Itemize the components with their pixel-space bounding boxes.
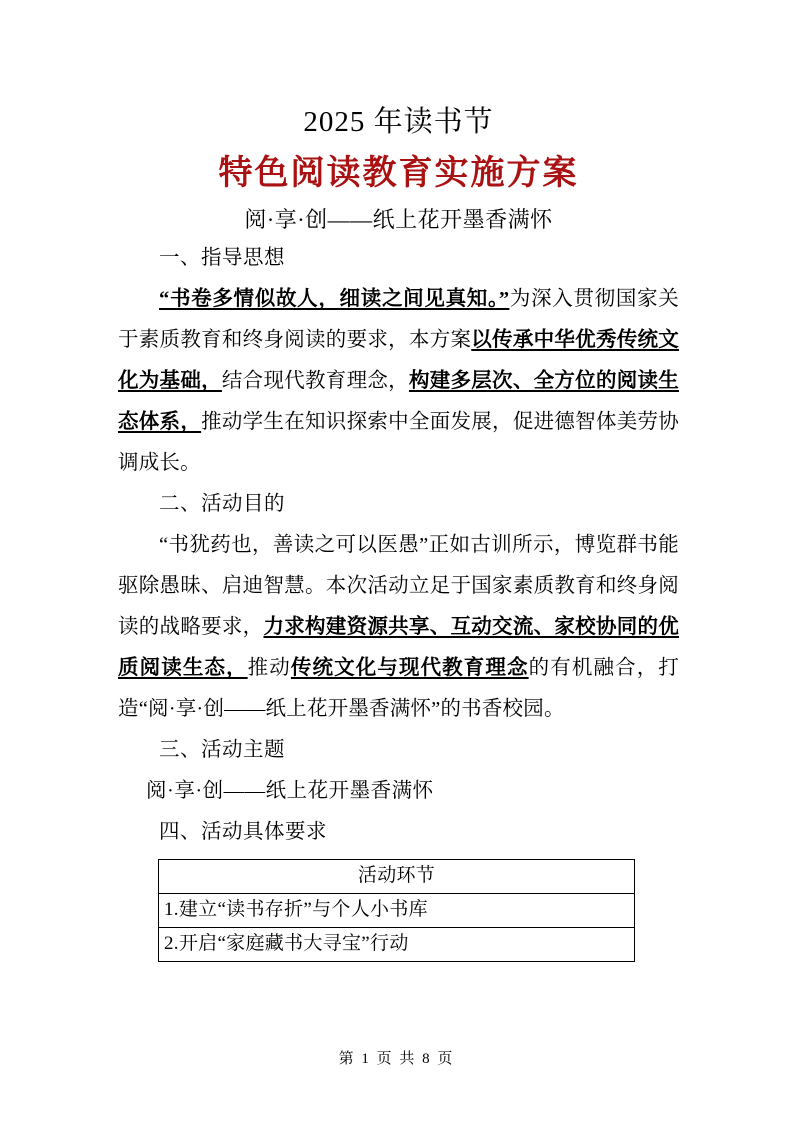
document-title-main: 特色阅读教育实施方案 [218, 155, 579, 192]
section-heading-3: 三、活动主题 [159, 739, 285, 761]
emphasis-quote-1: “书卷多情似故人，细读之间见真知。” [159, 288, 510, 310]
section-heading-1: 一、指导思想 [159, 247, 285, 269]
emphasis-1-c: 以传承中华优秀传统文化为基础， [118, 329, 680, 392]
table-cell-activity-2: 2.开启“家庭藏书大寻宝”行动 [159, 928, 635, 962]
emphasis-2-d: 传统文化与现代教育理念 [290, 657, 529, 679]
emphasis-1-e: 构建多层次、全方位的阅读生态体系， [118, 370, 679, 433]
section-1-text-d: 结合现代教育理念， [221, 370, 409, 392]
table-header-cell: 活动环节 [159, 860, 635, 894]
activity-table [158, 859, 635, 962]
document-subtitle: 阅·享·创——纸上花开墨香满怀 [244, 207, 553, 232]
section-2-paragraph [118, 525, 679, 730]
table-header-row [159, 860, 635, 894]
section-heading-4: 四、活动具体要求 [159, 821, 327, 843]
table-row [159, 928, 635, 962]
activity-table-wrap [158, 859, 679, 962]
section-1-paragraph [118, 279, 679, 484]
table-cell-activity-1: 1.建立“读书存折”与个人小书库 [159, 894, 635, 928]
section-3-theme: 阅·享·创——纸上花开墨香满怀 [146, 780, 434, 802]
section-1-text-f: 推动学生在知识探索中全面发展，促进德智体美劳协调成长。 [118, 411, 679, 474]
section-2-text-a: “书犹药也，善读之可以医愚”正如古训所示，博览群书能驱除愚昧、启迪智慧。本次活动立足于国家素质教育和终身阅读的战略要求， [118, 534, 679, 638]
page-footer: 第 1 页 共 8 页 [338, 1051, 455, 1067]
document-title-year: 2025 年读书节 [303, 106, 494, 138]
section-1-text-b: 为深入贯彻国家关于素质教育和终身阅读的要求，本方案 [118, 288, 679, 351]
emphasis-2-b: 力求构建资源共享、互动交流、家校协同的优质阅读生态， [118, 616, 679, 679]
table-row [159, 894, 635, 928]
section-2-text-c: 推动 [247, 657, 291, 679]
section-2-text-e: 的有机融合，打造“阅·享·创——纸上花开墨香满怀”的书香校园。 [118, 657, 680, 720]
section-heading-2: 二、活动目的 [159, 493, 285, 515]
document-body [118, 0, 679, 962]
